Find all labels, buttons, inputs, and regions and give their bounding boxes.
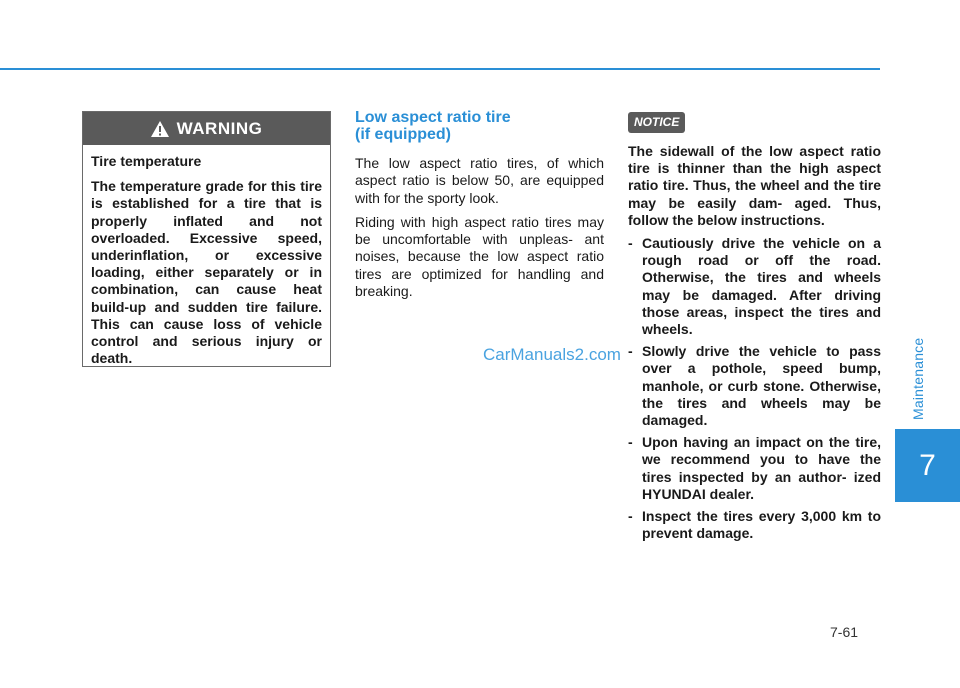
notice-item (628, 508, 881, 542)
warning-body (83, 145, 330, 367)
notice-item-text: Cautiously drive the vehicle on a rough road or off the road. Otherwise, the tires and wheels may be damaged. After driving those areas, inspect the tires and wheels. (642, 235, 881, 338)
warning-box (82, 111, 331, 367)
notice-item-text: Upon having an impact on the tire, we recommend you to have the tires inspected by an author- ized HYUNDAI dealer. (642, 434, 881, 502)
section-paragraph-2: Riding with high aspect ratio tires may be uncomfortable with unpleas- ant noises, because the low aspect ratio tires are optimized for handling and breaking. (355, 213, 604, 300)
header-rule (0, 68, 880, 70)
warning-topic: Tire temperature (91, 153, 202, 169)
chapter-tab (895, 429, 960, 502)
main-section (355, 109, 604, 307)
section-paragraph-1: The low aspect ratio tires, of which aspect ratio is below 50, are equipped with for the sporty look. (355, 155, 604, 206)
notice-item-text: Slowly drive the vehicle to pass over a pothole, speed bump, manhole, or curb stone. Otherwise, the tires and wheels may be damaged. (642, 343, 881, 429)
bullet-mark: - (628, 508, 633, 525)
warning-header (83, 112, 330, 145)
warning-label: WARNING (176, 118, 263, 138)
section-title (355, 109, 604, 143)
chapter-number: 7 (919, 448, 936, 482)
side-section-title: Maintenance (910, 337, 926, 420)
notice-item (628, 235, 881, 338)
warning-triangle-icon (151, 121, 169, 137)
warning-text: The temperature grade for this tire is established for a tire that is properly inflated and not overloaded. Excessive speed, underinflation, or excessive loading, either separately or in combination, can cause heat build-up and sudden tire failure. This can cause loss of vehicle control and serious injury or death. (91, 178, 322, 367)
notice-badge: NOTICE (628, 112, 685, 133)
notice-section (628, 112, 881, 547)
section-title-line2: (if equipped) (355, 126, 451, 143)
notice-item (628, 434, 881, 503)
bullet-mark: - (628, 235, 633, 252)
watermark: CarManuals2.com (483, 345, 621, 364)
bullet-mark: - (628, 343, 633, 360)
notice-intro: The sidewall of the low aspect ratio tire is thinner than the high aspect ratio tire. Thus, the wheel and the tire may be easily dam- aged. Thus, follow the below instructions. (628, 143, 881, 228)
notice-item (628, 343, 881, 429)
notice-item-text: Inspect the tires every 3,000 km to prevent damage. (642, 508, 881, 542)
section-title-line1: Low aspect ratio tire (355, 109, 511, 126)
bullet-mark: - (628, 434, 633, 451)
page-number: 7-61 (830, 624, 859, 640)
